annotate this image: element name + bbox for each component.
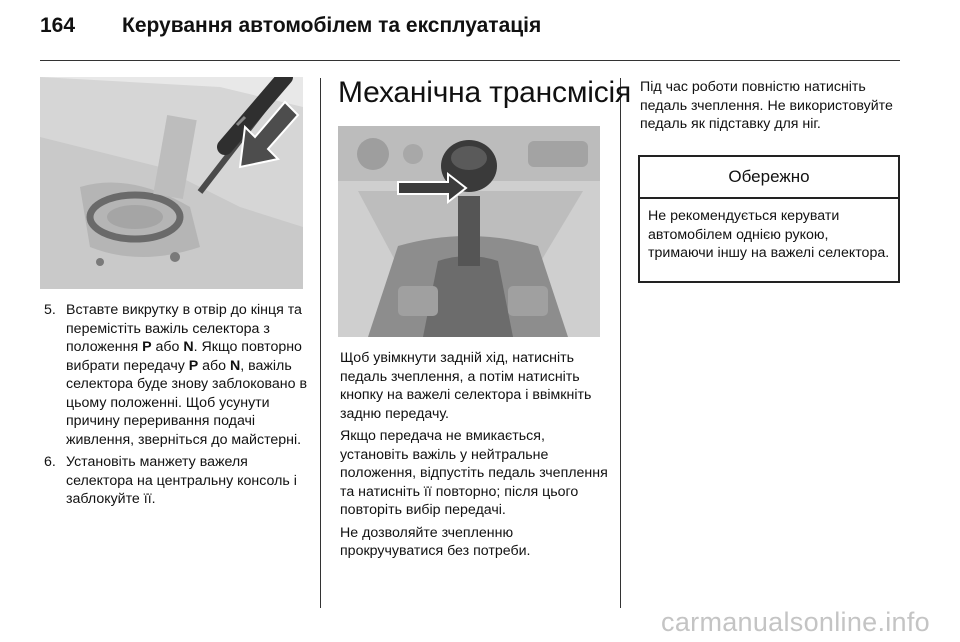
page-header: [40, 14, 920, 50]
screwdriver-selector-release-icon: [40, 77, 303, 289]
selector-release-photo: [40, 77, 303, 289]
reverse-gear-text: [340, 349, 610, 565]
gear-shift-photo: [338, 126, 600, 337]
page-number: 164: [40, 14, 76, 37]
list-item: [44, 301, 314, 449]
list-item: [44, 453, 314, 509]
step-number: 6.: [44, 454, 56, 470]
paragraph: Якщо передача не вмикається, установіть важіль у нейтральне положення, відпустіть педаль зчеплення та натисніть її повторно; після цього повторіть вибір передачі.: [340, 428, 608, 518]
gear-shift-knob-icon: [338, 126, 600, 337]
watermark: carmanualsonline.info: [661, 607, 930, 637]
step-text: Установіть манжету важеля селектора на центральну консоль і заблокуйте її.: [66, 454, 297, 507]
step-list: [44, 301, 314, 513]
column-divider: [620, 78, 621, 608]
page-title: Керування автомобілем та експлуатація: [122, 14, 542, 37]
caution-box: [638, 155, 900, 283]
section-title: Механічна трансмісія: [338, 76, 632, 109]
column-divider: [320, 78, 321, 608]
step-number: 5.: [44, 302, 56, 318]
paragraph: Щоб увімкнути задній хід, натисніть педаль зчеплення, а потім натисніть кнопку на важелі селектора і ввімкніть задню передачу.: [340, 350, 592, 422]
clutch-text: [640, 78, 905, 134]
caution-heading: Обережно: [640, 157, 898, 199]
step-text: Вставте викрутку в отвір до кінця та перемістіть важіль селектора з положення P або N. Якщо повторно вибрати передачу P або N, важіль селектора буде знову заблоковано в цьому положенні. Щоб усунути причину переривання подачі живлення, зверніться до майстерні.: [66, 302, 307, 448]
caution-body: Не рекомендується керувати автомобілем однією рукою, тримаючи іншу на важелі селектора.: [648, 208, 890, 261]
paragraph: Не дозволяйте зчепленню прокручуватися без потреби.: [340, 524, 531, 559]
paragraph: Під час роботи повністю натисніть педаль зчеплення. Не використовуйте педаль як підставку для ніг.: [640, 79, 893, 132]
header-rule: [40, 60, 900, 61]
